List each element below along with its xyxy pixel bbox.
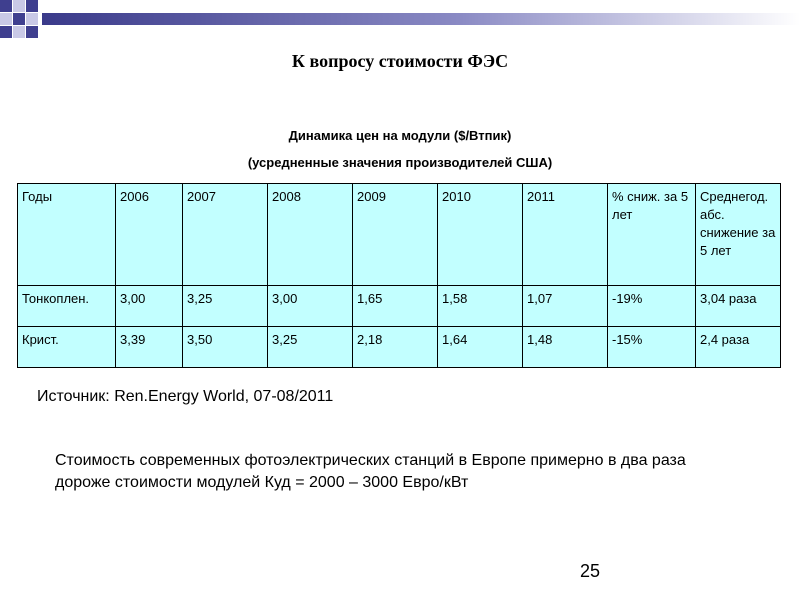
table-cell: 2,4 раза	[696, 327, 781, 368]
page-number: 25	[580, 561, 601, 581]
header-cell: % сниж. за 5 лет	[608, 184, 696, 286]
header-cell: 2008	[268, 184, 353, 286]
table-cell: 1,64	[438, 327, 523, 368]
table-row	[18, 327, 781, 368]
table-caption-line1: Динамика цен на модули ($/Втпик)	[288, 128, 512, 143]
table-cell: 3,00	[116, 286, 183, 327]
source-note: Источник: Ren.Energy World, 07-08/2011	[37, 388, 334, 405]
table-cell: 1,58	[438, 286, 523, 327]
table-header-row	[18, 184, 781, 286]
table-cell: 2,18	[353, 327, 438, 368]
table-cell: 3,39	[116, 327, 183, 368]
header-cell: Годы	[18, 184, 116, 286]
table-cell: 3,25	[268, 327, 353, 368]
table-caption-line2: (усредненные значения производителей США)	[247, 155, 553, 170]
header-cell: 2011	[523, 184, 608, 286]
table-cell: 3,25	[183, 286, 268, 327]
price-table	[17, 183, 781, 368]
table-cell: -19%	[608, 286, 696, 327]
table-cell: 3,04 раза	[696, 286, 781, 327]
header-decoration	[0, 0, 800, 48]
header-cell: 2009	[353, 184, 438, 286]
row-label: Тонкоплен.	[18, 286, 116, 327]
cost-note: Стоимость современных фотоэлектрических станций в Европе примерно в два раза дороже стоимости модулей Куд = 2000 – 3000 Евро/кВт	[55, 452, 686, 491]
table-cell: 1,48	[523, 327, 608, 368]
header-cell: Среднегод. абс. снижение за 5 лет	[696, 184, 781, 286]
table-cell: 1,07	[523, 286, 608, 327]
table-cell: -15%	[608, 327, 696, 368]
header-cell: 2007	[183, 184, 268, 286]
table-cell: 1,65	[353, 286, 438, 327]
header-cell: 2006	[116, 184, 183, 286]
table-cell: 3,00	[268, 286, 353, 327]
slide-title: К вопросу стоимости ФЭС	[291, 51, 509, 71]
header-cell: 2010	[438, 184, 523, 286]
row-label: Крист.	[18, 327, 116, 368]
table-cell: 3,50	[183, 327, 268, 368]
table-row	[18, 286, 781, 327]
